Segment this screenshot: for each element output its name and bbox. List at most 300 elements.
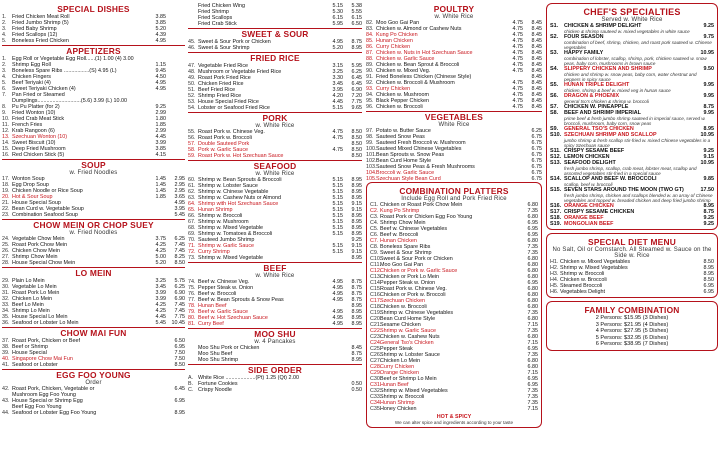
item-number: C34. <box>370 400 382 406</box>
item-name: Roast Pork Lo Mein <box>12 290 60 296</box>
item-price-large: 7.15 <box>527 370 538 376</box>
item-number: 1. <box>2 14 7 20</box>
item-name: Red Chicken Stick (5) <box>12 152 65 158</box>
item-name: Pu Pu Platter (for 2) <box>12 104 60 110</box>
section-note: Served w. White Rice <box>601 17 663 23</box>
item-price-small: 5.15 <box>332 231 343 237</box>
item-price-large: 6.45 <box>351 75 362 81</box>
item-number: 59. <box>188 153 196 159</box>
item-name: Beef w. Chinese Vegetables <box>380 226 448 232</box>
item-name: Sauteed Snow Peas & Fresh Mushrooms <box>376 164 475 170</box>
item-price: 8.75 <box>703 209 714 215</box>
menu-item-row <box>366 104 542 110</box>
item-price-large: 8.95 <box>351 309 362 315</box>
item-number: 25. <box>2 242 10 248</box>
item-number: 4. <box>2 32 7 38</box>
item-name: SCALLOP AND BEEF W. BROCCOLI <box>564 176 657 182</box>
item-price-small: 1.80 <box>155 116 166 122</box>
menu-column-1 <box>2 3 185 416</box>
item-number: 10. <box>2 116 10 122</box>
item-number: C30. <box>370 376 382 382</box>
item-number: S10. <box>550 132 562 138</box>
item-description: prime beef & fresh jumbo shrimp sauteed in imperial sauce, served w. broccoli, mushroom, baby corn, snow peas <box>564 116 706 126</box>
item-number: 89. <box>366 62 374 68</box>
item-number: 56. <box>188 135 196 141</box>
item-number: 23. <box>2 212 10 218</box>
item-name: Beef Teriyaki (4) <box>12 80 51 86</box>
item-price-large: 6.80 <box>527 214 538 220</box>
item-price-large: 6.75 <box>531 146 542 152</box>
section-title-text: SPECIAL DISHES <box>57 4 130 14</box>
item-price-small: 4.45 <box>332 99 343 105</box>
item-number: S18. <box>550 215 562 221</box>
item-name: Combination Seafood Soup <box>12 212 78 218</box>
item-number: S6. <box>550 93 559 99</box>
item-name: Singapore Chow Mai Fun <box>12 356 73 362</box>
item-name: Beef Egg Foo Young <box>12 404 62 410</box>
item-name: Hunan Shrimp <box>380 400 415 406</box>
item-price: 9.95 <box>703 93 714 99</box>
item-price-large: 0.50 <box>351 381 362 387</box>
item-number: C26. <box>370 352 382 358</box>
item-number: 8. <box>2 104 7 110</box>
item-name: Broccoli w. Garlic Sauce <box>376 170 435 176</box>
item-name: Shrimp with Hot Szechuan Sauce <box>198 201 279 207</box>
item-price-large: 7.75 <box>174 314 185 320</box>
item-price-small: 4.75 <box>512 68 523 74</box>
section-title-soup <box>2 159 185 176</box>
section-title-text: SIDE ORDER <box>247 365 303 375</box>
item-price-small: 5.20 <box>155 26 166 32</box>
item-price-small: 5.15 <box>332 249 343 255</box>
item-price-large: 6.75 <box>531 134 542 140</box>
item-name: FOUR SEASON <box>564 34 604 40</box>
item-price-small: 4.25 <box>155 248 166 254</box>
item-price: 10.95 <box>700 50 714 56</box>
menu-item-row <box>188 153 362 159</box>
item-number: 83. <box>366 26 374 32</box>
item-name: Sweet & Sour Shrimp <box>198 45 250 51</box>
item-price-large: 7.50 <box>174 356 185 362</box>
section-title-text: LO MEIN <box>75 268 112 278</box>
item-price-large: 6.25 <box>531 128 542 134</box>
item-price-large: 8.95 <box>351 177 362 183</box>
item-number: C32. <box>370 388 382 394</box>
item-price-small: 4.39 <box>155 32 166 38</box>
item-name: Fried Wonton (10) <box>12 110 56 116</box>
item-price-large: 7.45 <box>174 242 185 248</box>
item-number: 82. <box>366 20 374 26</box>
item-name: House Special Lo Mein <box>12 314 68 320</box>
item-price: 10.95 <box>700 132 714 138</box>
item-price-large: 6.80 <box>527 298 538 304</box>
item-number: 98. <box>366 134 374 140</box>
item-number: 20. <box>2 194 10 200</box>
item-price-large: 7.15 <box>527 322 538 328</box>
item-number: C2. <box>370 208 379 214</box>
item-price-small: 9.45 <box>155 68 166 74</box>
item-name: Krab Rangoon (6) <box>12 128 55 134</box>
chef-item <box>550 66 714 82</box>
item-name: Hunan Beef <box>198 303 227 309</box>
item-number: C17. <box>370 298 382 304</box>
item-name: Kung Po Shrimp <box>380 208 420 214</box>
item-description: chicken & shrimp sauteed w. mixed vegetables in white sauce <box>564 29 690 34</box>
item-number: H2. <box>550 265 559 271</box>
item-number: 35. <box>2 314 10 320</box>
item-name: Chicken Lo Mein <box>12 296 53 302</box>
item-number: H1. <box>550 259 559 265</box>
item-price-small: 4.75 <box>512 20 523 26</box>
item-number: C1. <box>370 202 379 208</box>
item-number: 48. <box>188 69 196 75</box>
section-title-text: SWEET & SOUR <box>241 29 309 39</box>
item-price-small: 4.95 <box>332 291 343 297</box>
family-combination-row: 2 Persons: $15.95 (3 Dishes) <box>595 315 669 321</box>
item-description: chicken, shrimp & beef w. mixed veg in hunan sauce <box>564 88 671 93</box>
item-price-small: 5.95 <box>332 21 343 27</box>
item-number: 93. <box>366 86 374 92</box>
chef-item <box>550 50 714 66</box>
item-price: 9.95 <box>703 82 714 88</box>
item-name: Shrimp Egg Roll <box>12 62 51 68</box>
item-number: 88. <box>366 56 374 62</box>
item-name: Shrimp w. Garlic Sauce <box>198 243 255 249</box>
menu-item-row <box>2 212 185 218</box>
item-price-large: 6.80 <box>527 286 538 292</box>
item-number: C24. <box>370 340 382 346</box>
item-price-large: 8.45 <box>351 345 362 351</box>
section-title-text: BEEF <box>263 263 287 273</box>
item-name: Moo Shu Beef <box>198 351 233 357</box>
item-number: 79. <box>188 309 196 315</box>
item-number: 24. <box>2 236 10 242</box>
item-name: Honey Chicken <box>380 406 417 412</box>
item-name: Hunan Chicken <box>376 38 413 44</box>
item-price-small: 1.45 <box>155 176 166 182</box>
section-title-poultry <box>366 4 542 20</box>
item-price-large: 8.50 <box>351 129 362 135</box>
item-number: 11. <box>2 122 10 128</box>
item-price-small: 3.15 <box>332 63 343 69</box>
item-price: 9.75 <box>703 34 714 40</box>
item-name: Chicken w. Garlic Sauce <box>376 56 435 62</box>
item-number: S15. <box>550 187 562 193</box>
item-name: Sauteed Snow Peas <box>376 134 425 140</box>
item-name: Crispy Noodle <box>198 387 232 393</box>
item-price-large: 8.95 <box>351 45 362 51</box>
item-price-large: 2.95 <box>174 182 185 188</box>
item-price-large: 7.35 <box>527 388 538 394</box>
item-price-small: 3.99 <box>155 140 166 146</box>
item-name: Shrimp w. Garlic Sauce <box>380 328 437 334</box>
item-price: 9.50 <box>703 66 714 72</box>
chef-item <box>550 34 714 50</box>
item-price-small: 6.15 <box>332 15 343 21</box>
item-name: Boneless Spare Ribs .................(S) 4.95 (L) <box>12 68 117 74</box>
section-title-family <box>550 305 714 315</box>
item-name: SZECHUAN SHRIMP AND SCALLOP <box>564 132 657 138</box>
item-price-small: 3.95 <box>332 87 343 93</box>
item-price-large: 7.35 <box>527 400 538 406</box>
section-title-seafood <box>188 160 362 177</box>
item-price-large: 8.45 <box>531 20 542 26</box>
item-name: Vegetable Lo Mein <box>12 284 57 290</box>
item-price-large: 6.95 <box>527 346 538 352</box>
item-number: 3. <box>2 68 7 74</box>
item-price-large: 7.35 <box>527 394 538 400</box>
item-name: Shrimp w. Broccoli <box>198 213 243 219</box>
item-name: Egg Drop Soup <box>12 182 49 188</box>
item-number: 85. <box>366 38 374 44</box>
item-name: Szechuan Style Bean Curd <box>376 176 441 182</box>
item-number: 36. <box>2 320 10 326</box>
item-price-large: 4.95 <box>174 200 185 206</box>
item-price-small: 4.75 <box>512 104 523 110</box>
item-price-large: 8.95 <box>703 265 714 271</box>
menu-item-row <box>2 320 185 326</box>
item-name: Beef w. Bean Sprouts & Snow Peas <box>198 297 284 303</box>
item-price-large: 8.45 <box>531 26 542 32</box>
family-combination-row: 5 Persons: $32.95 (6 Dishes) <box>595 334 669 341</box>
item-price-small: 3.85 <box>155 20 166 26</box>
item-price-large: 7.45 <box>174 308 185 314</box>
item-price: 8.95 <box>703 203 714 209</box>
item-name: Chicken Chow Mein <box>12 248 60 254</box>
item-price-small: 9.25 <box>155 104 166 110</box>
item-number: 22. <box>2 206 10 212</box>
item-price-small: 4.75 <box>512 26 523 32</box>
item-name: Bean Curd Home Style <box>380 316 436 322</box>
item-price-small: 4.75 <box>512 56 523 62</box>
family-combination-row: 3 Persons: $21.95 (4 Dishes) <box>595 321 669 328</box>
item-number: S8. <box>550 110 559 116</box>
item-name: Dumplings.............................(5.6) 3.99 (L) 10.00 <box>12 98 128 104</box>
item-price-large: 8.45 <box>531 86 542 92</box>
item-price-large: 9.25 <box>351 237 362 243</box>
item-name: Curry Chicken <box>376 44 411 50</box>
item-price-large: 6.95 <box>703 289 714 295</box>
item-price-large: 8.25 <box>174 254 185 260</box>
item-price-large: 6.90 <box>174 296 185 302</box>
item-name: Kung Po Chicken <box>376 32 418 38</box>
chef-item <box>550 221 714 227</box>
item-name: Hunan Chicken <box>380 238 417 244</box>
item-number: 29. <box>2 278 10 284</box>
family-combination-box <box>546 301 718 351</box>
item-name: Black Pepper Chicken <box>376 98 430 104</box>
item-price-small: 5.15 <box>332 219 343 225</box>
item-number: S1. <box>550 23 559 29</box>
item-name: Fried Chicken Wing <box>198 3 246 9</box>
item-number: 72. <box>188 249 196 255</box>
item-price-large: 6.80 <box>527 256 538 262</box>
section-note: Order <box>85 380 102 386</box>
item-price-large: 6.80 <box>527 334 538 340</box>
item-price-small: 4.75 <box>332 129 343 135</box>
chef-item <box>550 110 714 126</box>
item-number: 13. <box>2 134 10 140</box>
item-name: Chicken w. Nuts in Hot Szechuan Sauce <box>376 50 473 56</box>
item-number: 91. <box>366 74 374 80</box>
item-number: 18. <box>2 182 10 188</box>
item-name: Fried Shrimp <box>198 9 229 15</box>
item-name: Fried Jumbo Shrimp (5) <box>12 20 69 26</box>
section-title-text: EGG FOO YOUNG <box>56 370 131 380</box>
item-number: 102. <box>366 158 377 164</box>
item-name: Roast Pork, Chicken or Beef <box>12 338 81 344</box>
item-price-large: 6.75 <box>531 164 542 170</box>
item-name: Mushroom or Vegetable Fried Rice <box>198 69 282 75</box>
item-name: Chicken or Pork Lo Mein <box>380 274 440 280</box>
item-price-small: 1.45 <box>155 188 166 194</box>
item-name: Bean Curd Home Style <box>376 158 432 164</box>
item-name: Chicken or Roast Pork Chow Mein <box>380 202 463 208</box>
item-number: C16. <box>370 292 382 298</box>
item-name: Fried Scallops (12) <box>12 32 58 38</box>
item-name: Sweet Teriyaki Chicken (4) <box>12 86 76 92</box>
item-description: jumbo shrimp & fresh scallop stir-fried w. mixed Chinese vegetables in a spicy Szechuan sauce <box>564 138 711 148</box>
item-number: 71. <box>188 243 196 249</box>
section-title-text: FRIED RICE <box>250 53 300 63</box>
item-price-large: 6.90 <box>174 290 185 296</box>
item-price-large: 8.45 <box>531 68 542 74</box>
item-price-large: 8.45 <box>531 50 542 56</box>
item-name: GENERAL TSO'S CHICKEN <box>564 126 634 132</box>
item-price-large: 6.95 <box>527 382 538 388</box>
item-price-large: 9.65 <box>351 105 362 111</box>
menu-item-row <box>188 105 362 111</box>
item-price: 8.75 <box>703 104 714 110</box>
item-price-large: 7.35 <box>527 310 538 316</box>
item-price-large: 6.95 <box>527 376 538 382</box>
item-name: Sweet & Sour Shrimp <box>380 250 432 256</box>
item-number: 60. <box>188 177 196 183</box>
item-number: 69. <box>188 231 196 237</box>
item-name: Chicken or Pork w. Broccoli <box>380 292 446 298</box>
item-name: General Tso's Chicken <box>380 340 434 346</box>
item-name: Beef w. Broccoli <box>380 232 419 238</box>
item-price-large: 7.35 <box>527 244 538 250</box>
item-price-large: 0.50 <box>351 387 362 393</box>
item-name: Sauteed Mixed Chinese Vegetables <box>376 146 462 152</box>
item-name: Sweet & Sour Pork or Chicken <box>198 39 271 45</box>
item-number: 70. <box>188 237 196 243</box>
item-number: 53. <box>188 99 196 105</box>
item-number: 54. <box>188 105 196 111</box>
item-name: Seafood or Lobster Lo Mein <box>12 320 79 326</box>
item-price-small: 3.85 <box>155 146 166 152</box>
item-price-small: 5.15 <box>332 195 343 201</box>
item-name: Shrimp w. Chinese Vegetables <box>380 310 454 316</box>
item-number: C14. <box>370 280 382 286</box>
item-price-small: 5.15 <box>332 207 343 213</box>
item-name: Sweet & Sour Pork or Chicken <box>380 256 453 262</box>
section-title-text: SOUP <box>81 160 106 170</box>
item-number: 64. <box>188 201 196 207</box>
item-name: Lobster or Seafood Fried Rice <box>198 105 270 111</box>
section-title-text: POULTRY <box>433 4 475 14</box>
section-title-sweet-sour <box>188 28 362 39</box>
item-price-small: 1.85 <box>155 122 166 128</box>
item-price-large: 8.95 <box>351 315 362 321</box>
item-name: Shrimp Lo Mein <box>12 308 50 314</box>
item-name: Boneless Spare Ribs <box>380 244 431 250</box>
item-price-large: 8.50 <box>703 259 714 265</box>
item-name: Chicken Fried Rice <box>198 81 244 87</box>
item-price-large: 8.50 <box>351 153 362 159</box>
item-name: Pork w. Garlic Sauce <box>198 147 249 153</box>
item-number: 19. <box>2 188 10 194</box>
item-price-large: 6.95 <box>527 220 538 226</box>
item-name: Chicken w. Broccoli <box>380 304 427 310</box>
item-number: S19. <box>550 221 562 227</box>
item-price-small: 4.95 <box>332 315 343 321</box>
item-number: C5. <box>370 226 379 232</box>
item-name: Shrimp Chow Mein <box>12 254 58 260</box>
item-number: 12. <box>2 128 10 134</box>
item-price-large: 7.35 <box>527 352 538 358</box>
item-name: Shrimp w. Chinese Vegetable <box>198 189 269 195</box>
item-number: 27. <box>2 254 10 260</box>
item-number: S13. <box>550 160 562 166</box>
item-price-large: 8.75 <box>351 39 362 45</box>
item-name: Moo Shu Shrimp <box>198 357 239 363</box>
item-number: C4. <box>370 220 379 226</box>
item-name: Curry Shrimp <box>198 249 230 255</box>
item-price: 9.25 <box>703 23 714 29</box>
item-price-large: 6.80 <box>527 262 538 268</box>
item-name: Beef w. Garlic Sauce <box>198 309 249 315</box>
item-price-small: 3.45 <box>155 284 166 290</box>
item-price-small: 3.25 <box>155 278 166 284</box>
item-number: S17. <box>550 209 562 215</box>
section-title-text: VEGETABLES <box>424 112 484 122</box>
item-price-large: 7.35 <box>527 208 538 214</box>
item-name: Steamed Broccoli <box>560 283 603 289</box>
item-price-large: 8.75 <box>351 285 362 291</box>
chef-item <box>550 160 714 176</box>
item-price-small: 2.99 <box>155 110 166 116</box>
item-name: Sauteed Fresh Broccoli w. Mushroom <box>376 140 466 146</box>
section-title-text: APPETIZERS <box>66 46 121 56</box>
item-name: Chicken w. Cashew Nuts <box>380 334 440 340</box>
item-name: Beef Fried Rice <box>198 87 236 93</box>
item-description: fresh jumbo shrimp, scallop, crab meat, lobster meat, scallop and assorted vegetables stir-fried in a special sauce <box>564 166 697 176</box>
item-number: S14. <box>550 176 562 182</box>
item-price-small: 3.75 <box>155 236 166 242</box>
item-price-large: 8.95 <box>351 225 362 231</box>
item-price-large: 8.45 <box>531 74 542 80</box>
item-number: B. <box>188 381 194 387</box>
section-title-chef <box>550 7 714 23</box>
item-price-large: 8.95 <box>351 195 362 201</box>
item-price-large: 8.45 <box>531 62 542 68</box>
section-note: w. White Rice <box>255 273 295 279</box>
item-number: 2. <box>2 20 7 26</box>
item-price-large: 8.95 <box>351 213 362 219</box>
item-number: 34. <box>2 308 10 314</box>
item-name: Chicken w. Broccoli & Mushroom <box>376 80 455 86</box>
item-name: Roast Pork or Chicken Egg Foo Young <box>380 214 473 220</box>
item-number: 62. <box>188 189 196 195</box>
item-name: Chicken w. Broccoli <box>376 104 423 110</box>
item-name: Chicken w. Mixed Vegetables <box>560 259 631 265</box>
item-price: 9.95 <box>703 110 714 116</box>
item-number: 49. <box>188 75 196 81</box>
item-number: C13. <box>370 274 382 280</box>
item-price-large: 6.75 <box>531 140 542 146</box>
